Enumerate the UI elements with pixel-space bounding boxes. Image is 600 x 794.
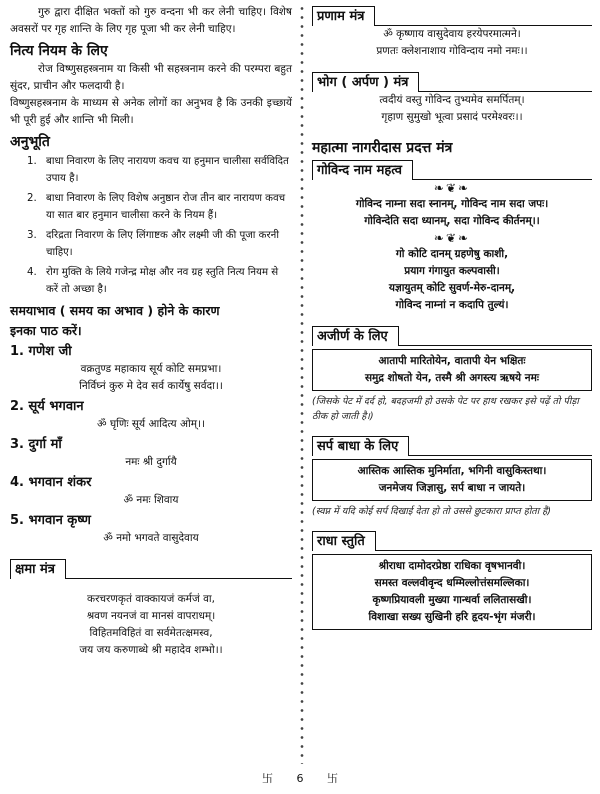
verse-line: श्रवण नयनजं वा मानसं वापराधम्। — [86, 610, 216, 622]
verse-line: जय जय करुणाब्धे श्री महादेव शम्भो।। — [79, 644, 223, 656]
anubhuti-heading: अनुभूति — [10, 134, 50, 150]
verse-line: कृष्णप्रियावली मुख्या गान्धर्वा ललितासखी। — [372, 594, 532, 606]
verse-line: विहितमविहितं वा सर्वमेतत्क्षमस्व, — [89, 627, 213, 639]
verse-line: यज्ञायुतम् कोटि सुवर्ण-मेरु-दानम्, — [388, 282, 516, 294]
verse-line: ॐ कृष्णाय वासुदेवाय हरयेपरमात्मने। — [383, 28, 521, 40]
govind-heading-box — [312, 160, 592, 180]
radha-verse-box — [312, 554, 592, 630]
verse-line: समस्त वल्लवीवृन्द धम्मिल्लोत्तंसमल्लिका। — [374, 577, 530, 589]
nitya-paragraph-1: रोज विष्णुसहस्त्रनाम या किसी भी सहस्त्रनाम करने की परम्परा बहुत सुंदर, प्राचीन और फलदायी है। — [10, 63, 292, 92]
radha-heading: राधा स्तुति — [312, 531, 376, 551]
sarp-verse-box — [312, 459, 592, 501]
verse-line: वक्रतुण्ड महाकाय सूर्य कोटि समप्रभा। — [80, 363, 222, 375]
verse-line: नमः श्री दुर्गायै — [125, 456, 177, 468]
anubhuti-list — [10, 154, 292, 298]
verse-line: श्रीराधा दामोदरप्रेष्ठा राधिका वृषभानवी। — [378, 560, 526, 572]
verse-line: त्वदीयं वस्तु गोविन्द तुभ्यमेव समर्पितम्। — [379, 94, 525, 106]
heading-rule — [409, 455, 592, 456]
bhog-heading-box — [312, 72, 592, 92]
verse-line: ॐ नमः शिवाय — [123, 494, 179, 506]
list-item: 1. बाधा निवारण के लिए नारायण कवच या हनुमान चालीसा सर्वविदित उपाय है। — [40, 154, 292, 187]
nitya-paragraph-2: विष्णुसहस्त्रनाम के माध्यम से अनेक लोगों का अनुभव है कि उनकी इच्छायें भी पूरी हुई और शान्ति भी मिली। — [10, 97, 292, 126]
verse-line: प्रयाग गंगायुत कल्पवासी। — [404, 265, 500, 277]
page-number: 6 — [296, 772, 304, 785]
intro-paragraph: गुरु द्वारा दीक्षित भक्तों को गुरु वन्दना भी कर लेनी चाहिए। विशेष अवसरों पर गृह शान्ति के लिए गृह पूजा भी कर लेनी चाहिए। — [10, 6, 292, 35]
verse-line: गोविन्द नाम्ना सदा स्नानम्, गोविन्द नाम सदा जपः। — [355, 198, 549, 210]
verse-line: ॐ घृणिः सूर्य आदित्य ओम्।। — [97, 418, 205, 430]
list-item: 4. रोग मुक्ति के लिये गजेन्द्र मोक्ष और नव ग्रह स्तुति नित्य नियम से करें तो अच्छा है। — [40, 265, 292, 298]
verse-line: विशाखा सख्य सुखिनी हरि हृदय-भृंग मंजरी। — [368, 611, 536, 623]
deity-title-krishna: 5. भगवान कृष्ण — [10, 513, 91, 528]
list-item: 3. दरिद्रता निवारण के लिए लिंगाष्टक और लक्ष्मी जी की पूजा करनी चाहिए। — [40, 228, 292, 261]
left-column — [10, 4, 292, 764]
sarp-note: (स्वप्न में यदि कोई सर्प दिखाई देता हो तो उससे छुटकारा प्राप्त होता है) — [312, 506, 551, 517]
swastika-icon: 卐 — [262, 772, 273, 785]
verse-line: गोविन्द नाम्नां न कदापि तुल्यं। — [395, 299, 509, 311]
govind-heading: गोविन्द नाम महत्व — [312, 160, 413, 180]
samayabhav-heading: समयाभाव ( समय का अभाव ) होने के कारण — [10, 303, 220, 318]
nitya-niyam-heading: नित्य नियम के लिए — [10, 43, 108, 59]
list-item: 2. बाधा निवारण के लिए विशेष अनुष्ठान रोज तीन बार नारायण कवच या सात बार हनुमान चालीसा करने के नियम हैं। — [40, 191, 292, 224]
verse-line: प्रणतः क्लेशनाशाय गोविन्दाय नमो नमः।। — [376, 45, 528, 57]
kshama-heading: क्षमा मंत्र — [10, 559, 66, 579]
verse-line: जनमेजय जिज्ञासु, सर्प बाधा न जायते। — [378, 482, 526, 494]
deity-title-ganesh: 1. गणेश जी — [10, 344, 72, 359]
samayabhav-heading-line2: इनका पाठ करें। — [10, 323, 82, 338]
verse-line: करचरणकृतं वाक्कायजं कर्मजं वा, — [87, 593, 215, 605]
heading-rule — [376, 550, 592, 551]
verse-line: ॐ नमो भगवते वासुदेवाय — [103, 532, 199, 544]
heading-rule — [66, 578, 292, 579]
swastika-icon: 卐 — [327, 772, 338, 785]
column-divider — [296, 4, 308, 764]
ajirna-heading: अजीर्ण के लिए — [312, 326, 399, 346]
mahatma-heading: महात्मा नागरीदास प्रदत्त मंत्र — [312, 140, 453, 156]
deity-title-durga: 3. दुर्गा माँ — [10, 437, 62, 452]
deity-title-surya: 2. सूर्य भगवान — [10, 399, 84, 414]
heading-rule — [399, 345, 592, 346]
verse-line: निर्विघ्नं कुरु मे देव सर्व कार्येषु सर्वदा।। — [79, 380, 223, 392]
kshama-heading-box — [10, 559, 292, 579]
ajirna-note: (जिसके पेट में दर्द हो, बदहजमी हो उसके पेट पर हाथ रखकर इसे पढ़ें तो पीड़ा ठीक हो जाती है।) — [312, 396, 579, 422]
verse-line: गोविन्देति सदा ध्यानम्, सदा गोविन्द कीर्तनम्।। — [364, 215, 540, 227]
radha-heading-box — [312, 531, 592, 551]
bhog-heading: भोग ( अर्पण ) मंत्र — [312, 72, 419, 92]
verse-line: गो कोटि दानम् ग्रहणेषु काशी, — [395, 248, 509, 260]
deity-title-shankar: 4. भगवान शंकर — [10, 475, 92, 490]
ornament-icon: ❧❦❧ — [433, 181, 471, 195]
ornament-icon: ❧❦❧ — [433, 231, 471, 245]
ajirna-verse-box — [312, 349, 592, 391]
verse-line: समुद्र शोषतो येन, तस्मै श्री अगस्त्य ऋषये नमः — [364, 372, 540, 384]
ajirna-heading-box — [312, 326, 592, 346]
pranam-heading-box — [312, 6, 592, 26]
sarp-heading-box — [312, 436, 592, 456]
sarp-heading: सर्प बाधा के लिए — [312, 436, 409, 456]
verse-line: आतापी मारितोयेन, वातापी येन भक्षितः — [378, 355, 526, 367]
verse-line: गृहाण सुमुखो भूत्वा प्रसादं परमेश्वरः।। — [381, 111, 523, 123]
right-column — [312, 4, 592, 764]
pranam-heading: प्रणाम मंत्र — [312, 6, 375, 26]
page-footer — [0, 772, 600, 786]
verse-line: आस्तिक आस्तिक मुनिर्माता, भगिनी वासुकिस्तथा। — [357, 465, 547, 477]
